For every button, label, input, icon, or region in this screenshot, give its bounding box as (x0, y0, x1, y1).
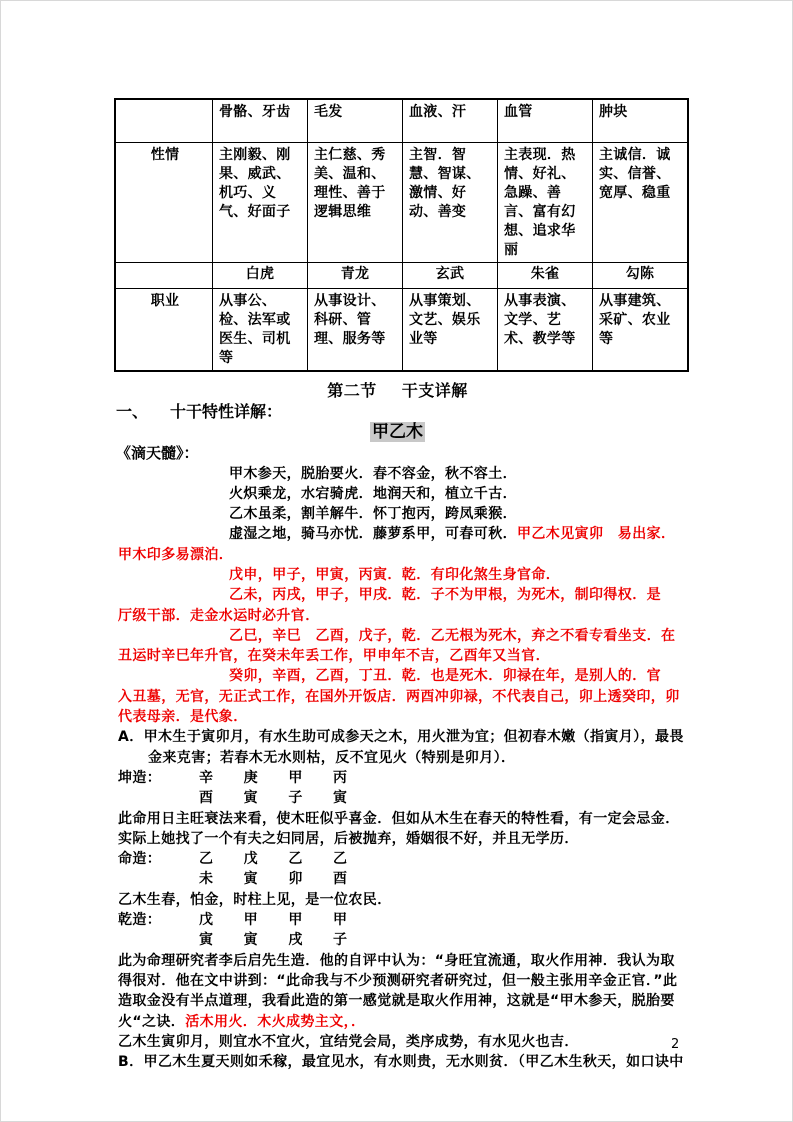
text-line: 虚湿之地，骑马亦忧．藤萝系甲，可春可秋．甲乙木见寅卯 易出家． (229, 526, 676, 543)
text-line: 乙木生寅卯月，则宜水不宜火，宜结党会局，类序成势，有水见火也吉． (118, 1033, 579, 1050)
text-line: 甲木印多易漂泊． (118, 546, 234, 563)
text-line: 金来克害；若春木无水则枯，反不宜见火（特别是卯月）． (148, 749, 516, 766)
table-cell: 从事设计、科研、管理、服务等 (308, 288, 403, 371)
table-cell: 性情 (115, 142, 213, 262)
table-cell: 勾陈 (593, 262, 689, 288)
text-line: 乙木虽柔，割羊解牛．怀丁抱丙，跨凤乘猴． (229, 506, 517, 523)
table-cell: 主仁慈、秀美、温和、理性、善于逻辑思维 (308, 142, 403, 262)
table-row (115, 142, 688, 262)
table-cell: 血管 (498, 99, 593, 142)
table-cell: 白虎 (213, 262, 308, 288)
text-line: 癸卯，辛酉，乙酉，丁丑．乾．也是死木．卯禄在年，是别人的．官 (229, 668, 661, 685)
table-cell: 主刚毅、刚果、威武、机巧、义气、好面子 (213, 142, 308, 262)
text-line: A．甲木生于寅卯月，有水生助可成参天之木，用火泄为宜；但初春木嫩（指寅月），最畏 (118, 729, 684, 746)
table-cell: 主诚信．诚实、信誉、宽厚、稳重 (593, 142, 689, 262)
text-line: 火“之诀．活木用火．木火成势主文，． (118, 1013, 366, 1030)
list-heading-marker: 一、 (116, 401, 149, 421)
body-text (118, 464, 684, 1073)
bazi-line: 未 寅 卯 酉 (199, 871, 348, 888)
text-line: 火炽乘龙，水宕骑虎．地润天和，植立千古． (229, 485, 517, 502)
section-heading-text: 干支详解 (401, 380, 468, 400)
table-cell: 骨骼、牙齿 (213, 99, 308, 142)
bazi-line: 坤造： 辛 庚 甲 丙 (118, 769, 348, 786)
bazi-line: 酉 寅 子 寅 (199, 790, 348, 807)
page-number: 2 (671, 1037, 680, 1052)
section-heading-number: 第二节 (327, 380, 377, 400)
table-cell: 肿块 (593, 99, 689, 142)
table-cell: 主智．智慧、智谋、激情、好动、善变 (403, 142, 498, 262)
table-row (115, 262, 688, 288)
list-heading-text: 十干特性详解： (170, 401, 283, 421)
text-line: 此命用日主旺衰法来看，使木旺似乎喜金．但如从木生在春天的特性看，有一定会忌金． (118, 810, 680, 827)
table-cell: 从事建筑、采矿、农业等 (593, 288, 689, 371)
text-line: 丑运时辛巳年升官，在癸未年丢工作，甲申年不吉，乙酉年又当官． (118, 648, 550, 665)
bazi-line: 乾造： 戊 甲 甲 甲 (118, 912, 348, 929)
source-label: 《滴天髓》： (116, 443, 199, 462)
text-line: 厅级干部．走金水运时必升官． (118, 607, 320, 624)
table-cell: 玄武 (403, 262, 498, 288)
text-line: 甲木参天，脱胎要火．春不容金，秋不容土． (229, 465, 517, 482)
table-cell: 青龙 (308, 262, 403, 288)
text-line: 入丑墓，无官，无正式工作，在国外开饭店．两酉冲卯禄，不代表自己，卯上透癸印，卯 (118, 688, 680, 705)
text-line: B．甲乙木生夏天则如禾稼，最宜见水，有水则贵，无水则贫．（甲乙木生秋天，如口诀中 (118, 1054, 684, 1071)
text-line: 实际上她找了一个有夫之妇同居，后被抛弃，婚姻很不好，并且无学历． (118, 830, 579, 847)
table-cell: 从事策划、文艺、娱乐业等 (403, 288, 498, 371)
correspondence-table (114, 98, 689, 372)
text-line: 戊申，甲子，甲寅，丙寅．乾．有印化煞生身官命． (229, 566, 561, 583)
stem-group-heading (116, 422, 679, 443)
table-cell: 从事公、检、法军或医生、司机等 (213, 288, 308, 371)
text-line: 乙未，丙戌，甲子，甲戌．乾．子不为甲根，为死木，制印得权．是 (229, 587, 661, 604)
table-cell (115, 262, 213, 288)
table-cell: 主表现．热情、好礼、急躁、善言、富有幻想、追求华丽 (498, 142, 593, 262)
table-cell (115, 99, 213, 142)
text-line: 造取金没有半点道理，我看此造的第一感觉就是取火作用神，这就是“甲木参天，脱胎要 (118, 993, 675, 1010)
bazi-line: 命造： 乙 戊 乙 乙 (118, 851, 348, 868)
bazi-line: 寅 寅 戌 子 (199, 932, 348, 949)
highlighted-title: 甲乙木 (372, 421, 423, 442)
table-cell: 血液、汗 (403, 99, 498, 142)
table-cell: 从事表演、文学、艺术、教学等 (498, 288, 593, 371)
text-line: 得很对．他在文中讲到：“此命我与不少预测研究者研究过，但一般主张用辛金正官．”此 (118, 972, 678, 989)
table-row (115, 99, 688, 142)
table-cell: 毛发 (308, 99, 403, 142)
text-line: 乙巳，辛巳 乙酉，戊子，乾．乙无根为死木，弃之不看专看坐支．在 (229, 627, 676, 644)
text-line: 乙木生春，怕金，时柱上见，是一位农民． (118, 891, 392, 908)
table-cell: 职业 (115, 288, 213, 371)
table-cell: 朱雀 (498, 262, 593, 288)
section-heading (116, 380, 679, 401)
text-line: 此为命理研究者李后启先生造．他的自评中认为：“身旺宜流通，取火作用神．我认为取 (118, 952, 675, 969)
text-line: 代表母亲．是代象． (118, 709, 248, 726)
list-heading (116, 401, 679, 422)
table-row (115, 288, 688, 371)
